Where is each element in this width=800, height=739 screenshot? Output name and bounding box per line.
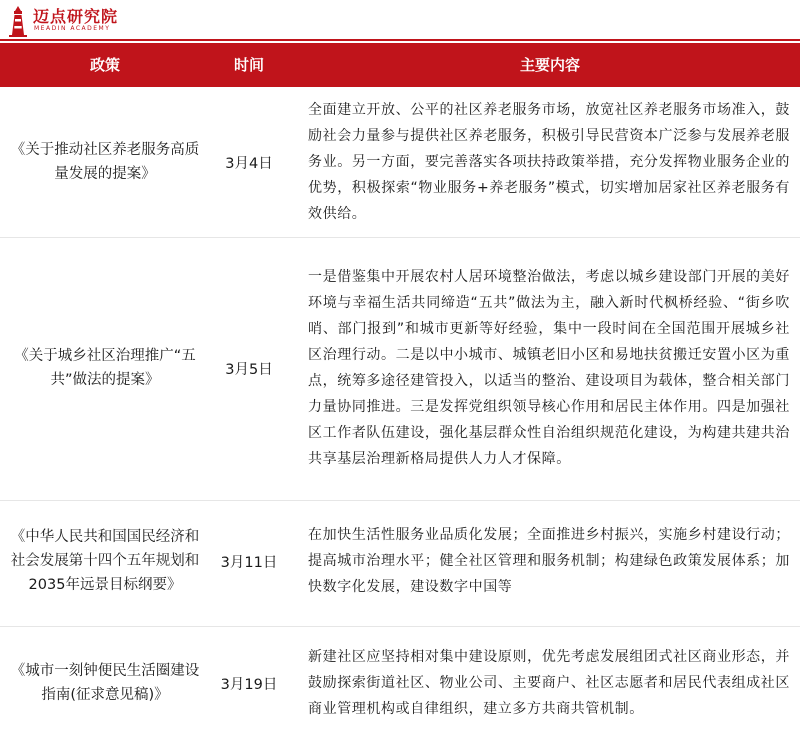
row-divider — [0, 237, 800, 238]
table-row — [0, 630, 800, 736]
content-cell — [308, 239, 790, 497]
time-cell: 3月4日 — [225, 155, 273, 172]
time-cell: 3月5日 — [225, 361, 273, 378]
policy-cell: 《关于城乡社区治理推广“五共”做法的提案》 — [14, 348, 196, 388]
table-row — [0, 502, 800, 620]
row-divider — [0, 626, 800, 627]
content-text: 新建社区应坚持相对集中建设原则，优先考虑发展组团式社区商业形态，并鼓励探索街道社区、物业公司、主要商户、社区志愿者和居民代表组成社区商业管理机构或自律组织，建立多方共商共管机制。 — [308, 649, 790, 717]
content-text: 一是借鉴集中开展农村人居环境整治做法，考虑以城乡建设部门开展的美好环境与幸福生活共同缔造“五共”做法为主，融入新时代枫桥经验、“街乡吹哨、部门报到”和城市更新等好经验，集中一段时间在全国范围开展城乡社区治理行动。二是以中小城市、城镇老旧小区和易地扶贫搬迁安置小区为重点，统筹多途径建管投入，以适当的整治、建设项目为载体，整合相关部门力量协同推进。三是发挥党组织领导核心作用和居民主体作用。四是加强社区工作者队伍建设，强化基层群众性自治组织规范化建设，为构建共建共治共享基层治理新格局提供人力人才保障。 — [308, 269, 790, 467]
lighthouse-logo-icon — [6, 5, 30, 37]
column-header-time: 时间 — [233, 56, 264, 74]
table-header-row — [0, 43, 800, 87]
column-header-policy: 政策 — [89, 56, 120, 74]
policy-cell: 《城市一刻钟便民生活圈建设指南(征求意见稿)》 — [10, 663, 200, 703]
content-cell — [308, 630, 790, 736]
table-row — [0, 239, 800, 497]
content-cell — [308, 88, 790, 236]
content-text: 在加快生活性服务业品质化发展；全面推进乡村振兴，实施乡村建设行动；提高城市治理水平；健全社区管理和服务机制；构建绿色政策发展体系；加快数字化发展，建设数字中国等 — [308, 527, 790, 595]
policy-cell: 《中华人民共和国国民经济和社会发展第十四个五年规划和2035年远景目标纲要》 — [10, 529, 200, 593]
content-text: 全面建立开放、公平的社区养老服务市场，放宽社区养老服务市场准入，鼓励社会力量参与提供社区养老服务，积极引导民营资本广泛参与发展养老服务业。另一方面，要完善落实各项扶持政策举措，充分发挥物业服务企业的优势，积极探索“物业服务+养老服务”模式，切实增加居家社区养老服务有效供给。 — [308, 102, 790, 222]
column-header-content: 主要内容 — [519, 56, 580, 74]
policy-cell: 《关于推动社区养老服务高质量发展的提案》 — [10, 142, 200, 182]
time-cell: 3月19日 — [220, 676, 278, 693]
time-cell: 3月11日 — [220, 554, 278, 571]
header — [0, 0, 800, 42]
brand-name: 迈点研究院 — [33, 7, 119, 26]
table-row — [0, 88, 800, 236]
header-divider — [0, 39, 800, 41]
brand-subtitle: MEADIN ACADEMY — [34, 25, 111, 32]
content-cell — [308, 502, 790, 620]
row-divider — [0, 500, 800, 501]
